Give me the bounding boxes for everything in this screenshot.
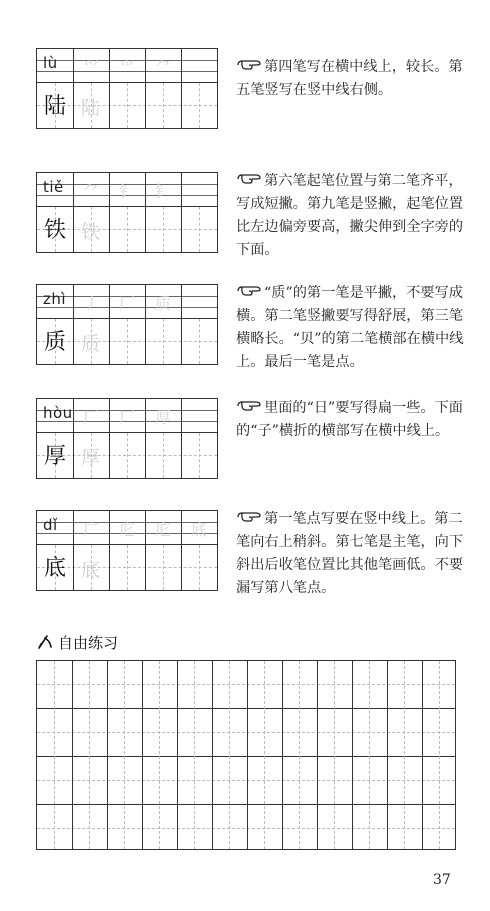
pinyin-grid	[36, 48, 218, 83]
pinyin: tiě	[43, 178, 64, 196]
writing-tip	[236, 508, 466, 600]
pinyin-grid	[36, 398, 218, 433]
pointing-hand-icon	[236, 399, 262, 413]
stroke-trace: 厂	[119, 294, 136, 313]
pointing-hand-icon	[236, 510, 262, 524]
trace-character: 质	[81, 333, 101, 355]
writing-tip	[236, 397, 466, 443]
tip-text: 第一笔点写要在竖中线上。第二笔向右上稍斜。第七笔是主笔，向下斜出后收笔位置比其他笔画低。不要漏写第八笔点。	[236, 511, 464, 596]
character-grid	[36, 545, 218, 591]
character-grid	[36, 433, 218, 479]
character-grid	[36, 319, 218, 365]
tip-text: 第四笔写在横中线上，较长。第五笔竖写在竖中线右侧。	[236, 59, 463, 98]
stroke-trace: 质	[155, 294, 172, 313]
pinyin-grid	[36, 284, 218, 319]
tip-text: “质”的第一笔是平撇，不要写成横。第二笔竖撇要写得舒展，第三笔横略长。“贝”的第二笔横部在横中线上。最后一笔是点。	[236, 285, 464, 370]
trace-character: 铁	[81, 221, 101, 243]
stroke-trace: 丿	[83, 294, 100, 313]
stroke-trace: 厂	[83, 408, 100, 427]
pointing-hand-icon	[236, 284, 262, 298]
stroke-trace: ⺈	[83, 182, 100, 201]
stroke-trace: 底	[191, 520, 208, 539]
character-grid	[36, 207, 218, 253]
practice-grid[interactable]	[36, 660, 456, 850]
tip-text: 里面的“日”要写得扁一些。下面的“子”横折的横部写在横中线上。	[236, 400, 463, 439]
stroke-trace: ⺍	[83, 58, 100, 77]
model-character: 铁	[44, 218, 67, 243]
stroke-trace: ⺈	[155, 58, 172, 77]
trace-character: 陆	[81, 97, 101, 119]
pointing-hand-icon	[236, 58, 262, 72]
pinyin: hòu	[43, 404, 73, 422]
writing-tip	[236, 170, 466, 262]
stroke-trace: 钅	[155, 182, 172, 201]
stroke-trace: 厂	[119, 408, 136, 427]
model-character: 陆	[44, 94, 67, 119]
pinyin-grid	[36, 510, 218, 545]
character-grid	[36, 83, 218, 129]
stroke-trace: 庀	[155, 520, 172, 539]
pinyin: lù	[43, 54, 58, 72]
model-character: 质	[44, 330, 67, 355]
pinyin-grid	[36, 172, 218, 207]
pen-icon	[36, 633, 54, 651]
model-character: 底	[44, 556, 67, 581]
entry-hou	[36, 398, 218, 498]
model-character: 厚	[44, 444, 67, 469]
trace-character: 厚	[81, 447, 101, 469]
stroke-trace: 广	[83, 520, 100, 539]
stroke-trace: ⺌	[119, 58, 136, 77]
entry-lu	[36, 48, 218, 148]
pinyin: zhì	[43, 290, 67, 308]
practice-title: 自由练习	[58, 634, 119, 652]
writing-tip	[236, 56, 466, 102]
pinyin: dǐ	[43, 516, 58, 534]
tip-text: 第六笔起笔位置与第二笔齐平，写成短撇。第九笔是竖撇，起笔位置比左边偏旁要高，撇尖伸到全字旁的下面。	[236, 173, 464, 258]
pointing-hand-icon	[236, 172, 262, 186]
stroke-trace: 庀	[119, 520, 136, 539]
writing-tip	[236, 282, 466, 374]
entry-di	[36, 510, 218, 610]
stroke-trace: 钅	[119, 182, 136, 201]
page-number: 37	[433, 872, 451, 888]
entry-zhi	[36, 284, 218, 384]
trace-character: 底	[81, 559, 101, 581]
entry-tie	[36, 172, 218, 272]
stroke-trace: 厚	[155, 408, 172, 427]
practice-heading	[36, 632, 118, 653]
